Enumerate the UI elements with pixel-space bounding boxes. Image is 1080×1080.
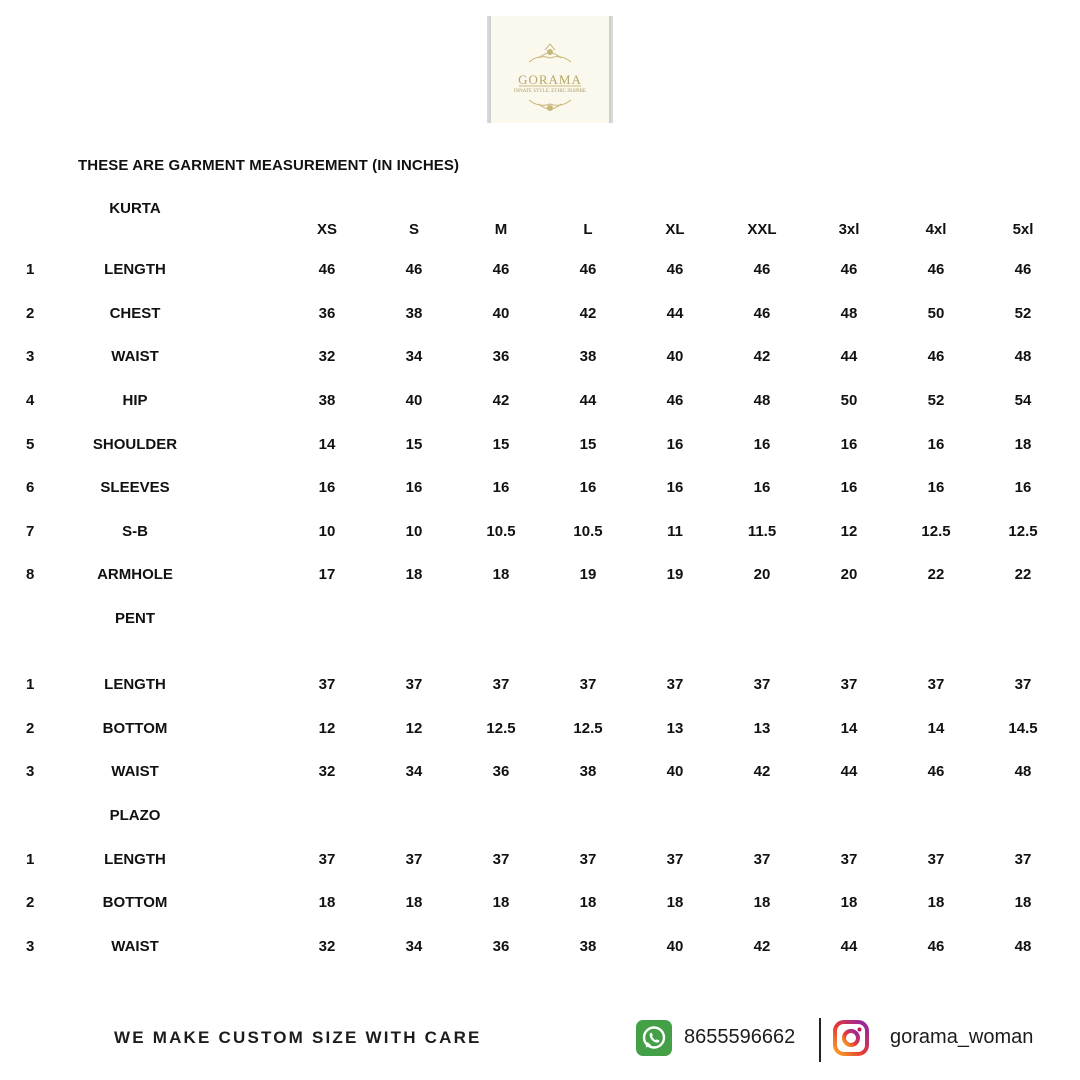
row-number: 3 (26, 348, 35, 365)
measurement-cell: 44 (579, 392, 597, 409)
row-label: WAIST (111, 763, 159, 780)
measurement-cell: 10 (405, 523, 423, 540)
measurement-cell: 36 (492, 348, 510, 365)
row-number: 8 (26, 566, 35, 583)
measurement-cell: 12.5 (921, 523, 951, 540)
measurement-cell: 37 (579, 676, 597, 693)
size-header: S (408, 221, 420, 238)
measurement-cell: 38 (579, 763, 597, 780)
measurement-cell: 37 (840, 676, 858, 693)
measurement-cell: 40 (666, 938, 684, 955)
measurement-cell: 46 (927, 938, 945, 955)
measurement-cell: 48 (1014, 763, 1032, 780)
size-header: XL (665, 221, 685, 238)
measurement-cell: 37 (1014, 676, 1032, 693)
measurement-cell: 16 (840, 436, 858, 453)
row-number: 3 (26, 763, 35, 780)
measurement-cell: 37 (666, 851, 684, 868)
measurement-cell: 36 (492, 938, 510, 955)
measurement-cell: 40 (666, 763, 684, 780)
measurement-cell: 46 (666, 261, 684, 278)
section-heading: PLAZO (109, 807, 161, 824)
row-number: 2 (26, 720, 35, 737)
measurement-cell: 19 (579, 566, 597, 583)
section-heading: PENT (114, 610, 156, 627)
measurement-cell: 18 (492, 566, 510, 583)
measurement-cell: 15 (405, 436, 423, 453)
brand-logo (487, 16, 613, 123)
row-label: BOTTOM (102, 720, 168, 737)
row-number: 3 (26, 938, 35, 955)
measurement-cell: 16 (492, 479, 510, 496)
measurement-cell: 34 (405, 763, 423, 780)
measurement-cell: 42 (753, 348, 771, 365)
measurement-cell: 46 (840, 261, 858, 278)
whatsapp-icon[interactable] (636, 1020, 672, 1056)
size-header: 3xl (838, 221, 860, 238)
page-title: THESE ARE GARMENT MEASUREMENT (IN INCHES) (78, 157, 460, 174)
measurement-cell: 16 (318, 479, 336, 496)
row-label: LENGTH (104, 851, 166, 868)
measurement-cell: 38 (579, 348, 597, 365)
measurement-cell: 46 (579, 261, 597, 278)
measurement-cell: 42 (492, 392, 510, 409)
row-number: 2 (26, 894, 35, 911)
measurement-cell: 46 (927, 763, 945, 780)
measurement-cell: 16 (666, 479, 684, 496)
measurement-cell: 18 (927, 894, 945, 911)
measurement-cell: 52 (927, 392, 945, 409)
measurement-cell: 37 (492, 676, 510, 693)
measurement-cell: 37 (753, 851, 771, 868)
row-number: 4 (26, 392, 35, 409)
measurement-cell: 16 (927, 479, 945, 496)
row-label: WAIST (111, 938, 159, 955)
measurement-cell: 48 (1014, 938, 1032, 955)
measurement-cell: 18 (1014, 436, 1032, 453)
size-header: M (494, 221, 508, 238)
measurement-cell: 12 (405, 720, 423, 737)
footer-divider (819, 1018, 821, 1062)
measurement-cell: 10.5 (573, 523, 603, 540)
row-label: S-B (122, 523, 148, 540)
measurement-cell: 46 (927, 348, 945, 365)
measurement-cell: 11.5 (747, 523, 777, 540)
measurement-cell: 44 (666, 305, 684, 322)
row-label: SHOULDER (92, 436, 178, 453)
row-label: BOTTOM (102, 894, 168, 911)
row-label: WAIST (111, 348, 159, 365)
measurement-cell: 22 (1014, 566, 1032, 583)
measurement-cell: 18 (579, 894, 597, 911)
measurement-cell: 12.5 (573, 720, 603, 737)
measurement-cell: 16 (579, 479, 597, 496)
measurement-cell: 48 (1014, 348, 1032, 365)
measurement-cell: 20 (753, 566, 771, 583)
measurement-cell: 14 (840, 720, 858, 737)
measurement-cell: 36 (492, 763, 510, 780)
measurement-cell: 12.5 (1008, 523, 1038, 540)
measurement-cell: 32 (318, 763, 336, 780)
measurement-cell: 16 (1014, 479, 1032, 496)
measurement-cell: 40 (405, 392, 423, 409)
measurement-cell: 40 (492, 305, 510, 322)
measurement-cell: 46 (666, 392, 684, 409)
row-label: CHEST (109, 305, 161, 322)
measurement-cell: 18 (753, 894, 771, 911)
measurement-cell: 44 (840, 763, 858, 780)
measurement-cell: 14.5 (1008, 720, 1038, 737)
measurement-cell: 16 (666, 436, 684, 453)
measurement-cell: 38 (579, 938, 597, 955)
measurement-cell: 42 (753, 938, 771, 955)
instagram-handle[interactable]: gorama_woman (890, 1026, 1034, 1048)
measurement-cell: 12 (840, 523, 858, 540)
measurement-cell: 14 (927, 720, 945, 737)
section-heading: KURTA (109, 200, 161, 217)
measurement-cell: 16 (753, 436, 771, 453)
row-label: LENGTH (104, 261, 166, 278)
measurement-cell: 17 (318, 566, 336, 583)
measurement-cell: 22 (927, 566, 945, 583)
measurement-cell: 48 (753, 392, 771, 409)
measurement-cell: 37 (318, 851, 336, 868)
row-number: 2 (26, 305, 35, 322)
measurement-cell: 46 (753, 305, 771, 322)
measurement-cell: 16 (405, 479, 423, 496)
measurement-cell: 37 (840, 851, 858, 868)
row-number: 6 (26, 479, 35, 496)
measurement-cell: 18 (840, 894, 858, 911)
logo-ornament (489, 16, 611, 123)
measurement-cell: 12 (318, 720, 336, 737)
size-header: 5xl (1012, 221, 1034, 238)
phone-number[interactable]: 8655596662 (684, 1026, 796, 1048)
measurement-cell: 11 (667, 523, 683, 540)
row-number: 1 (26, 261, 35, 278)
row-label: SLEEVES (100, 479, 170, 496)
measurement-cell: 52 (1014, 305, 1032, 322)
measurement-cell: 16 (840, 479, 858, 496)
measurement-cell: 50 (840, 392, 858, 409)
measurement-cell: 38 (318, 392, 336, 409)
measurement-cell: 36 (318, 305, 336, 322)
measurement-cell: 10 (318, 523, 336, 540)
measurement-cell: 46 (405, 261, 423, 278)
measurement-cell: 14 (318, 436, 336, 453)
measurement-cell: 18 (318, 894, 336, 911)
measurement-cell: 15 (492, 436, 510, 453)
measurement-cell: 32 (318, 938, 336, 955)
measurement-cell: 12.5 (486, 720, 516, 737)
measurement-cell: 34 (405, 938, 423, 955)
size-header: L (583, 221, 593, 238)
measurement-cell: 37 (927, 676, 945, 693)
measurement-cell: 15 (579, 436, 597, 453)
measurement-cell: 54 (1014, 392, 1032, 409)
measurement-cell: 16 (753, 479, 771, 496)
footer-tagline: WE MAKE CUSTOM SIZE WITH CARE (114, 1028, 482, 1047)
measurement-cell: 48 (840, 305, 858, 322)
measurement-cell: 18 (492, 894, 510, 911)
row-number: 5 (26, 436, 35, 453)
measurement-cell: 18 (666, 894, 684, 911)
measurement-cell: 20 (840, 566, 858, 583)
size-header: XS (316, 221, 338, 238)
brand-tagline: INNATE STYLE, ETHIC INSPIRE (513, 89, 587, 94)
size-header: 4xl (925, 221, 947, 238)
measurement-cell: 46 (753, 261, 771, 278)
row-label: ARMHOLE (97, 566, 173, 583)
measurement-cell: 10.5 (486, 523, 516, 540)
measurement-cell: 42 (753, 763, 771, 780)
measurement-cell: 18 (405, 566, 423, 583)
size-header: XXL (747, 221, 777, 238)
measurement-cell: 37 (405, 851, 423, 868)
measurement-cell: 42 (579, 305, 597, 322)
row-number: 1 (26, 676, 35, 693)
measurement-cell: 37 (318, 676, 336, 693)
measurement-cell: 46 (492, 261, 510, 278)
measurement-cell: 40 (666, 348, 684, 365)
row-label: HIP (122, 392, 148, 409)
row-label: LENGTH (104, 676, 166, 693)
measurement-cell: 37 (492, 851, 510, 868)
measurement-cell: 44 (840, 938, 858, 955)
measurement-cell: 32 (318, 348, 336, 365)
measurement-cell: 18 (405, 894, 423, 911)
measurement-cell: 37 (405, 676, 423, 693)
measurement-cell: 13 (666, 720, 684, 737)
measurement-cell: 46 (927, 261, 945, 278)
measurement-cell: 34 (405, 348, 423, 365)
measurement-cell: 37 (1014, 851, 1032, 868)
measurement-cell: 13 (753, 720, 771, 737)
measurement-cell: 37 (753, 676, 771, 693)
measurement-cell: 18 (1014, 894, 1032, 911)
measurement-cell: 46 (1014, 261, 1032, 278)
instagram-icon[interactable] (832, 1019, 870, 1057)
brand-name: GORAMA (518, 72, 582, 87)
measurement-cell: 46 (318, 261, 336, 278)
measurement-cell: 37 (666, 676, 684, 693)
measurement-cell: 19 (666, 566, 684, 583)
measurement-cell: 50 (927, 305, 945, 322)
measurement-cell: 37 (579, 851, 597, 868)
measurement-cell: 44 (840, 348, 858, 365)
row-number: 7 (26, 523, 35, 540)
measurement-cell: 37 (927, 851, 945, 868)
row-number: 1 (26, 851, 35, 868)
measurement-cell: 16 (927, 436, 945, 453)
measurement-cell: 38 (405, 305, 423, 322)
